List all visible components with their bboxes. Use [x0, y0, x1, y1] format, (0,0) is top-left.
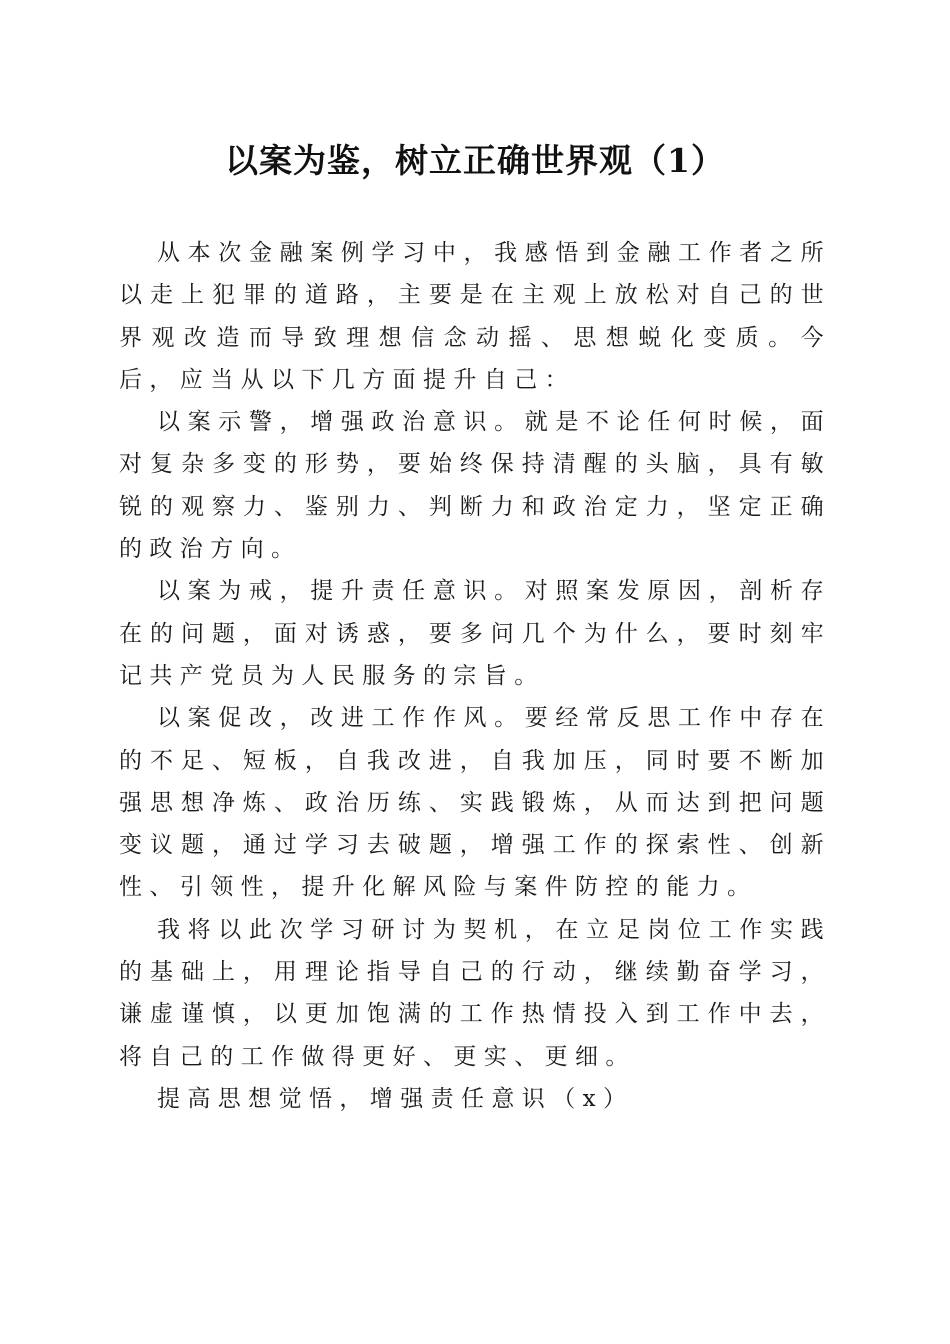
paragraph-intro: 从本次金融案例学习中，我感悟到金融工作者之所以走上犯罪的道路，主要是在主观上放松对自己的世界观改造而导致理想信念动摇、思想蜕化变质。今后，应当从以下几方面提升自己： — [119, 240, 831, 393]
paragraph-work-style: 以案促改，改进工作作风。要经常反思工作中存在的不足、短板，自我改进，自我加压，同时要不断加强思想净炼、政治历练、实践锻炼，从而达到把问题变议题，通过学习去破题，增强工作的探索性、创新性、引领性，提升化解风险与案件防控的能力。 — [119, 705, 831, 901]
document-body — [119, 232, 831, 1120]
paragraph-conclusion: 我将以此次学习研讨为契机，在立足岗位工作实践的基础上，用理论指导自己的行动，继续勤奋学习，谦虚谨慎，以更加饱满的工作热情投入到工作中去，将自己的工作做得更好、更实、更细。 — [119, 916, 831, 1070]
paragraph-political-awareness: 以案示警，增强政治意识。就是不论任何时候，面对复杂多变的形势，要始终保持清醒的头脑，具有敏锐的观察力、鉴别力、判断力和政治定力，坚定正确的政治方向。 — [119, 409, 831, 563]
paragraph-responsibility: 以案为戒，提升责任意识。对照案发原因，剖析存在的问题，面对诱惑，要多问几个为什么，要时刻牢记共产党员为人民服务的宗旨。 — [119, 578, 831, 689]
paragraph-next-heading: 提高思想觉悟，增强责任意识（x） — [157, 1085, 634, 1112]
page-title: 以案为鉴，树立正确世界观（1） — [225, 141, 725, 180]
